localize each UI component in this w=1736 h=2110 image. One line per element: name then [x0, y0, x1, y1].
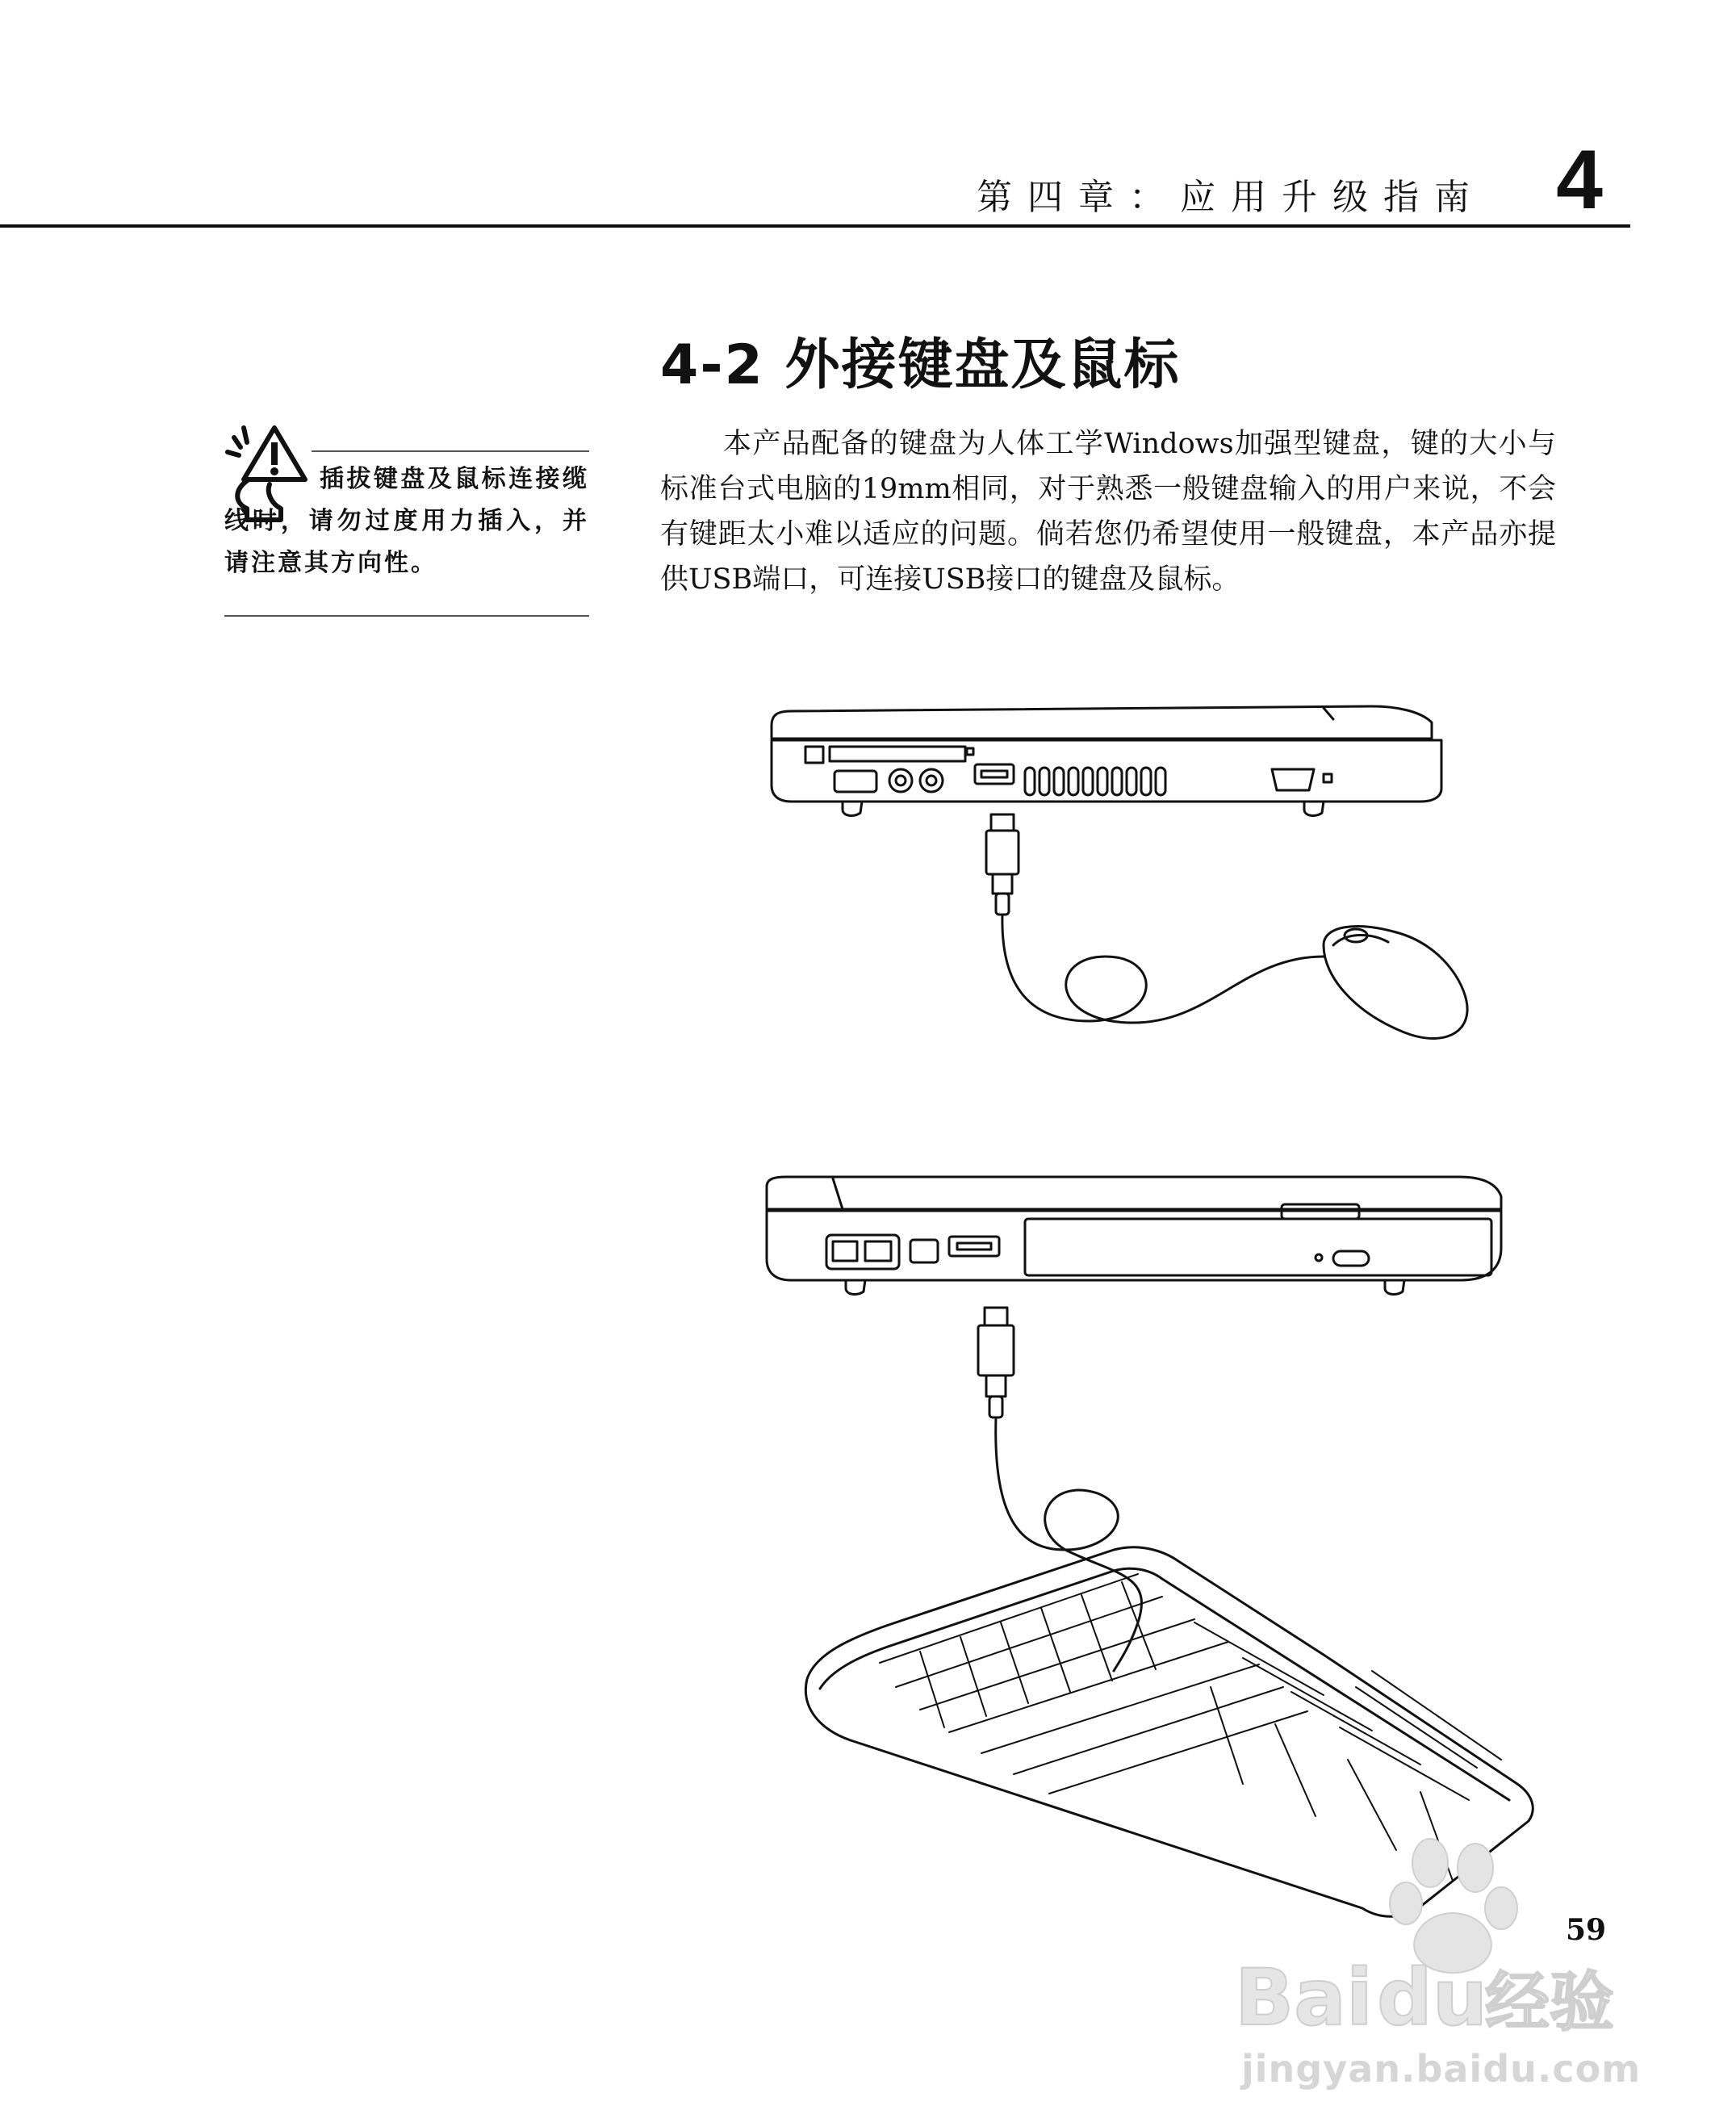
note-top-rule	[312, 450, 589, 452]
chapter-number: 4	[1556, 133, 1603, 227]
svg-text:经验: 经验	[1485, 1965, 1614, 2040]
caution-note	[224, 420, 589, 622]
baidu-watermark	[1219, 1831, 1642, 2097]
laptop-lid	[772, 706, 1432, 739]
optical-drive	[1025, 1219, 1491, 1275]
mouse-body	[1324, 927, 1467, 1039]
note-bottom-rule	[224, 615, 589, 617]
paw-logo	[1219, 1831, 1638, 2049]
usb-plug-body	[986, 831, 1019, 874]
usb-mouse-figure	[759, 690, 1501, 1070]
vga-port	[1272, 769, 1314, 790]
audio-jack-mic	[889, 769, 912, 792]
svg-text:Bai: Bai	[1235, 1953, 1373, 2043]
watermark-url: jingyan.baidu.com	[1241, 2047, 1642, 2091]
eject-button	[1333, 1251, 1369, 1266]
vent-grille	[1025, 768, 1165, 795]
laptop-lid-2	[767, 1177, 1501, 1209]
note-text: 插拔键盘及鼠标连接缆线时，请勿过度用力插入，并请注意其方向性。	[224, 465, 589, 577]
audio-jack-headphone	[920, 769, 943, 792]
lan-port	[826, 1235, 899, 1269]
svg-text:du: du	[1377, 1953, 1488, 2043]
chapter-title: 第四章：应用升级指南	[977, 177, 1485, 218]
body-paragraph: 本产品配备的键盘为人体工学Windows加强型键盘，键的大小与标准台式电脑的19mm相同，对于熟悉一般键盘输入的用户来说，不会有键距太小难以适应的问题。倘若您仍希望使用一般键盘，本产品亦提供USB端口，可连接USB接口的键盘及鼠标。	[660, 428, 1556, 596]
usb-keyboard-figure	[759, 1170, 1550, 1945]
mouse-cable	[1002, 915, 1324, 1023]
usb-plug-tip	[991, 814, 1014, 831]
section-title: 4-2 外接键盘及鼠标	[660, 333, 1181, 397]
page-number: 59	[1566, 1913, 1607, 1947]
usb-plug-body-2	[978, 1325, 1014, 1375]
port-1394	[910, 1240, 938, 1262]
usb-plug-tip-2	[985, 1308, 1007, 1325]
chapter-header	[0, 121, 1630, 228]
keyboard-cable	[996, 1417, 1142, 1671]
port-ir	[835, 771, 876, 792]
